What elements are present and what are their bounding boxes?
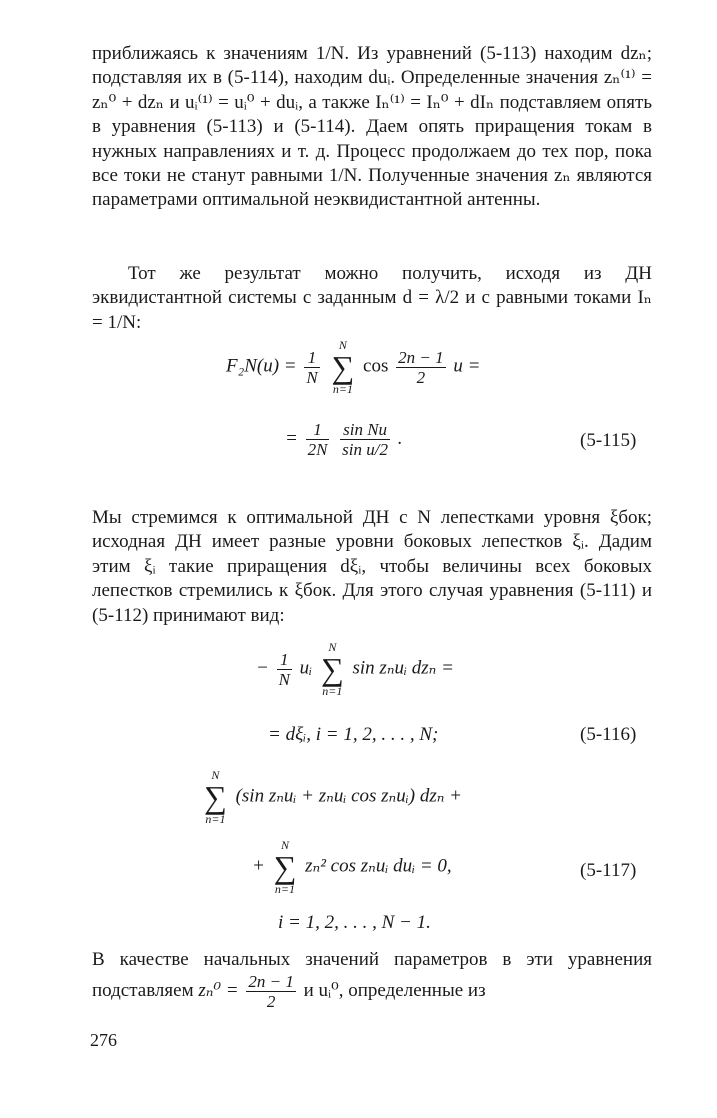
paragraph-4-z0: zₙ⁰ = (198, 980, 239, 1002)
eq115-eq: = (285, 427, 298, 449)
equation-5-115-line-2 (285, 420, 402, 459)
eq117-line2: zₙ² cos zₙuᵢ duᵢ = 0, (305, 855, 452, 877)
page-number: 276 (90, 1030, 117, 1050)
paragraph-4-frac: $\frac{2n - 1}{2}$ (248, 972, 294, 1012)
equation-5-116-line-2: = dξᵢ, i = 1, 2, . . . , N; (268, 724, 439, 745)
eq115-tail: u = (453, 355, 481, 377)
eq115-sum: N ∑ n=1 (331, 338, 355, 396)
equation-5-117-line-2 (252, 838, 452, 896)
equation-number-5-116: (5-116) (580, 724, 637, 745)
paragraph-4-end: и uᵢ⁰, определенные из (303, 980, 486, 1002)
equation-5-116-line-1 (256, 640, 454, 698)
eq116-sum: N ∑ n=1 (320, 640, 344, 698)
paragraph-4-start: В качестве начальных значений параметров в эти уравнения подставляем (92, 949, 652, 1002)
eq117-plus: + (252, 855, 265, 877)
eq117-sum-1: N ∑ n=1 (204, 768, 227, 826)
equation-number-5-117: (5-117) (580, 860, 637, 881)
eq117-sum-2: N ∑ n=1 (273, 838, 297, 896)
eq115-lhs: F₂N(u) = (226, 355, 297, 377)
eq115-frac-1: $\frac{1}{N}$ (306, 347, 318, 387)
eq116-ui: uᵢ (299, 657, 313, 679)
equation-5-117-line-1 (200, 768, 462, 826)
eq115-frac-3: $\frac{1}{2N}$ (307, 420, 328, 459)
eq115-cos: cos (363, 355, 389, 377)
eq115-frac-4: $\frac{\text{sin Nu}}{\text{sin u/2}}$ (342, 420, 388, 459)
paragraph-3: Мы стремимся к оптимальной ДН с N лепестками уровня ξбок; исходная ДН имеет разные уровни боковых лепестков ξᵢ. Дадим этим ξᵢ такие приращения dξᵢ, чтобы величины всех боковых лепестков стремились к ξбок. Для этого случая уравнения (5-111) и (5-112) принимают вид: (92, 507, 652, 626)
equation-number-5-115: (5-115) (580, 430, 637, 451)
eq115-frac-2: $\frac{2n - 1}{2}$ (398, 347, 444, 387)
eq116-minus: − (256, 657, 269, 679)
paragraph-4 (92, 948, 652, 1011)
equation-5-115-line-1 (226, 338, 480, 396)
eq116-body: sin zₙuᵢ dzₙ = (352, 657, 454, 679)
eq115-dot: . (397, 427, 403, 449)
eq116-frac: $\frac{1}{N}$ (278, 649, 290, 689)
paragraph-2: Тот же результат можно получить, исходя из ДН эквидистантной системы с заданным d = λ/2 и с равными токами Iₙ = 1/N: (92, 263, 652, 333)
paragraph-1: приближаясь к значениям 1/N. Из уравнений (5-113) находим dzₙ; подставляя их в (5-114), находим duᵢ. Определенные значения zₙ⁽¹⁾ = zₙ⁰ + dzₙ и uᵢ⁽¹⁾ = uᵢ⁰ + duᵢ, а также Iₙ⁽¹⁾ = Iₙ⁰ + dIₙ подставляем опять в уравнения (5-113) и (5-114). Даем опять приращения токам в нужных направлениях и т. д. Процесс продолжаем до тех пор, пока все токи не станут равными 1/N. Полученные значения zₙ являются параметрами оптимальной неэквидистантной антенны. (92, 43, 652, 211)
eq117-line1: (sin zₙuᵢ + zₙuᵢ cos zₙuᵢ) dzₙ + (235, 785, 463, 807)
equation-5-117-line-3: i = 1, 2, . . . , N − 1. (278, 912, 431, 933)
